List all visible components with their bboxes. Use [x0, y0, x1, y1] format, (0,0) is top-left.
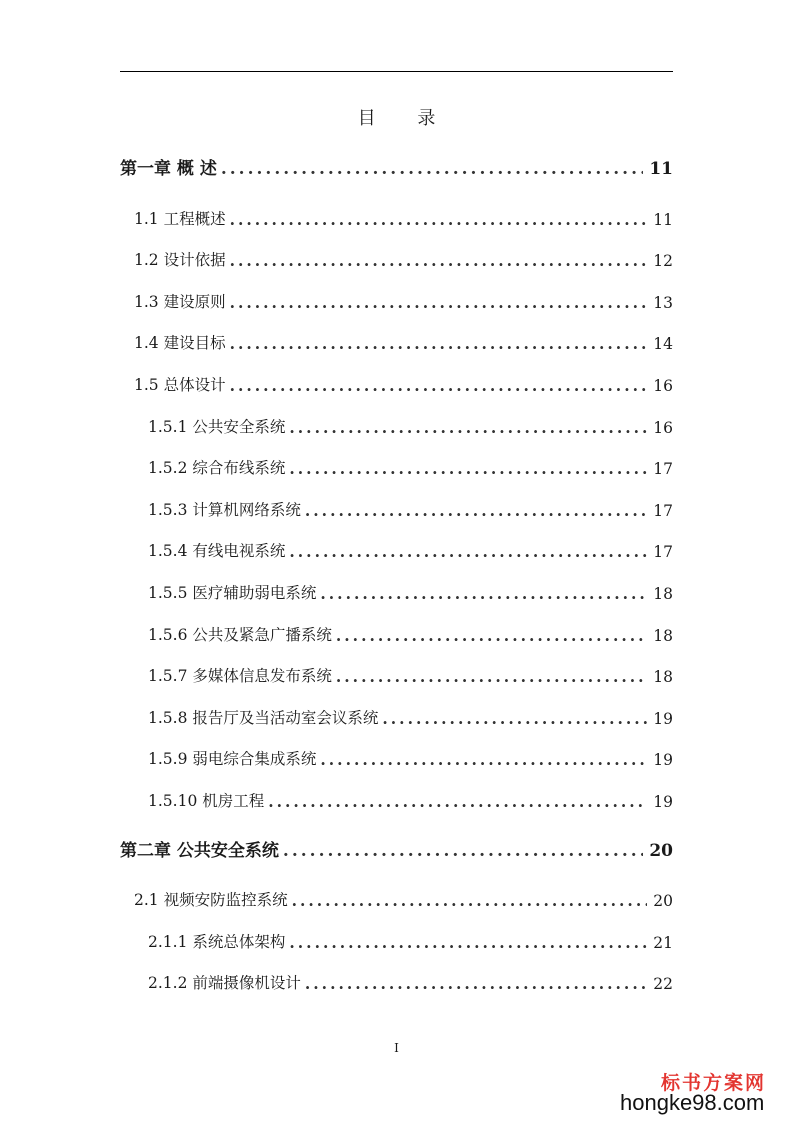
toc-entry[interactable] [120, 967, 673, 993]
toc-leader-dots [230, 376, 648, 395]
toc-entry[interactable] [120, 619, 673, 645]
toc-page-number: 21 [653, 934, 673, 952]
toc-leader-dots [230, 210, 648, 229]
toc-leader-dots [289, 933, 647, 952]
toc-page-number: 18 [653, 627, 673, 645]
toc-entry[interactable] [120, 702, 673, 728]
toc-entry-label: 1.5 总体设计 [134, 376, 226, 394]
toc-leader-dots [305, 974, 647, 993]
toc-entry[interactable] [120, 660, 673, 686]
toc-entry-label: 2.1.1 系统总体架构 [148, 933, 286, 951]
toc-leader-dots [292, 891, 648, 910]
toc-leader-dots [382, 709, 647, 728]
toc-entry-label: 第一章 概 述 [120, 159, 217, 179]
header-rule [120, 71, 673, 72]
toc-leader-dots [305, 501, 647, 520]
toc-entry[interactable] [120, 327, 673, 353]
toc-entry-label: 1.5.3 计算机网络系统 [148, 501, 301, 519]
watermark-logo-text: 标书方案网 [661, 1072, 767, 1094]
toc-entry-chapter-1[interactable] [120, 153, 673, 179]
toc-entry[interactable] [120, 286, 673, 312]
toc-entry[interactable] [120, 743, 673, 769]
toc-entry-label: 1.2 设计依据 [134, 251, 226, 269]
toc-page-number: 17 [653, 460, 673, 478]
toc-entry[interactable] [120, 411, 673, 437]
toc-entry-label: 1.5.6 公共及紧急广播系统 [148, 626, 332, 644]
toc-page-number: 11 [649, 159, 673, 179]
toc-page-number: 16 [653, 377, 673, 395]
toc-entry-label: 2.1.2 前端摄像机设计 [148, 974, 301, 992]
toc-entry-label: 1.1 工程概述 [134, 210, 226, 228]
toc-entry-label: 1.4 建设目标 [134, 334, 226, 352]
toc-entry-label: 1.3 建设原则 [134, 293, 226, 311]
toc-leader-dots [320, 584, 647, 603]
toc-leader-dots [268, 792, 647, 811]
toc-page-number: 18 [653, 668, 673, 686]
toc-page-number: 19 [653, 793, 673, 811]
toc-leader-dots [230, 334, 648, 353]
toc-leader-dots [289, 418, 647, 437]
toc-page-number: 14 [653, 335, 673, 353]
toc-entry[interactable] [120, 535, 673, 561]
toc-page-number: 19 [653, 751, 673, 769]
toc-leader-dots [320, 750, 647, 769]
toc-entry-label: 1.5.1 公共安全系统 [148, 418, 286, 436]
toc-entry-label: 1.5.2 综合布线系统 [148, 459, 286, 477]
toc-entry-label: 1.5.9 弱电综合集成系统 [148, 750, 317, 768]
toc-entry[interactable] [120, 452, 673, 478]
toc-page-number: 13 [653, 294, 673, 312]
toc-leader-dots [289, 459, 647, 478]
toc-page-number: 19 [653, 710, 673, 728]
toc-leader-dots [336, 626, 647, 645]
toc-entry[interactable] [120, 244, 673, 270]
toc-entry-label: 2.1 视频安防监控系统 [134, 891, 288, 909]
toc-page-number: 17 [653, 543, 673, 561]
toc-title: 目 录 [357, 108, 454, 129]
toc-entry-label: 1.5.10 机房工程 [148, 792, 265, 810]
toc-entry-label: 第二章 公共安全系统 [120, 841, 279, 861]
toc-entry[interactable] [120, 785, 673, 811]
toc-leader-dots [230, 293, 648, 312]
toc-entry[interactable] [120, 926, 673, 952]
toc-entry[interactable] [120, 494, 673, 520]
toc-entry-label: 1.5.7 多媒体信息发布系统 [148, 667, 332, 685]
watermark-url: hongke98.com [620, 1090, 765, 1115]
toc-entry-label: 1.5.8 报告厅及当活动室会议系统 [148, 709, 379, 727]
page-number: I [394, 1041, 399, 1055]
toc-entry[interactable] [120, 369, 673, 395]
toc-page-number: 17 [653, 502, 673, 520]
toc-page-number: 18 [653, 585, 673, 603]
toc-page-number: 16 [653, 419, 673, 437]
toc-entry-label: 1.5.4 有线电视系统 [148, 542, 286, 560]
toc-page-number: 20 [649, 841, 673, 861]
toc-page-number: 20 [653, 892, 673, 910]
toc-entry[interactable] [120, 577, 673, 603]
toc-page-number: 22 [653, 975, 673, 993]
toc-entry[interactable] [120, 884, 673, 910]
toc-entry-chapter-2[interactable] [120, 835, 673, 861]
toc-page-number: 12 [653, 252, 673, 270]
toc-leader-dots [336, 667, 647, 686]
toc-leader-dots [221, 159, 643, 179]
toc-entry[interactable] [120, 203, 673, 229]
toc-leader-dots [283, 841, 643, 861]
toc-page-number: 11 [653, 211, 673, 229]
toc-leader-dots [289, 542, 647, 561]
toc-entry-label: 1.5.5 医疗辅助弱电系统 [148, 584, 317, 602]
toc-leader-dots [230, 251, 648, 270]
